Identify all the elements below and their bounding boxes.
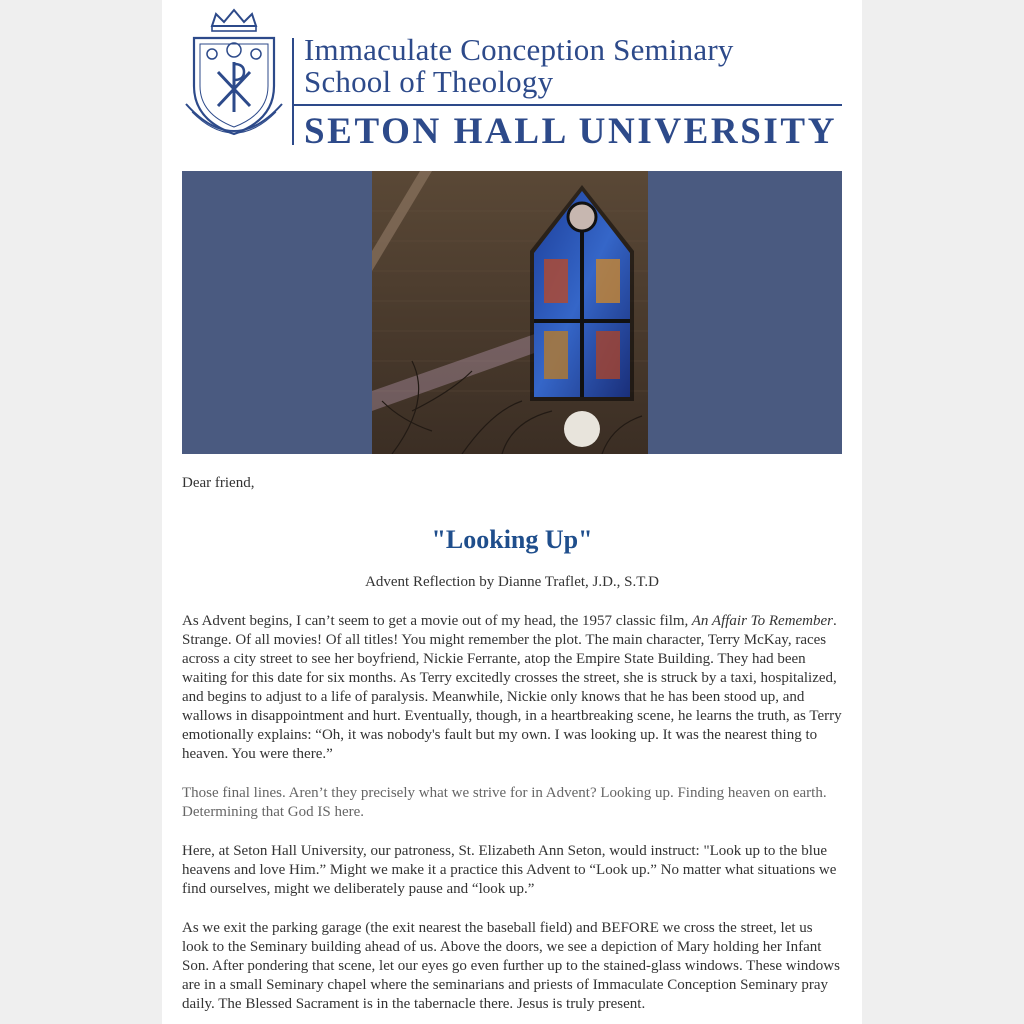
school-title: School of Theology (304, 64, 554, 99)
paragraph-4: As we exit the parking garage (the exit nearest the baseball field) and BEFORE we cross the street, let us look to the Seminary building ahead of us. Above the doors, we see a depiction of Mary holding her Infant Son. After pondering that scene, let our eyes go even further up to the stained-glass windows. These windows are in a small Seminary chapel where the seminarians and priests of Immaculate Conception Seminary pray daily. The Blessed Sacrament is in the tabernacle there. Jesus is truly present. (182, 920, 840, 1012)
header-divider-vertical (292, 38, 294, 145)
byline: Advent Reflection by Dianne Traflet, J.D., S.T.D (365, 574, 659, 590)
letter-body (182, 474, 842, 1024)
paragraph-3: Here, at Seton Hall University, our patroness, St. Elizabeth Ann Seton, would instruct: "Look up to the blue heavens and love Him.” Might we make it a practice this Advent to “Look up.” No matter what situations we find ourselves, might we deliberately pause and “look up.” (182, 843, 837, 897)
seminary-title: Immaculate Conception Seminary (304, 32, 734, 67)
university-title: SETON HALL UNIVERSITY (304, 111, 838, 152)
paragraph-1: As Advent begins, I can’t seem to get a movie out of my head, the 1957 classic film, An Affair To Remember. Strange. Of all movies! Of all titles! You might remember the plot. The main character, Terry McKay, races across a city street to see her boyfriend, Nickie Ferrante, atop the Empire State Building. They had been waiting for this date for six months. As Terry excitedly crosses the street, she is struck by a taxi, hospitalized, and begins to adjust to a life of paralysis. Meanwhile, Nickie only knows that he has been stood up, and wallows in disappointment and hurt. Eventually, though, in a heartbreaking scene, he learns the truth, as Terry emotionally explains: “Oh, it was nobody's fault but my own. I was looking up. It was the nearest thing to heaven. You were there.” (182, 613, 842, 762)
header-divider-horizontal (294, 104, 842, 106)
paragraph-2: Those final lines. Aren’t they precisely what we strive for in Advent? Looking up. Finding heaven on earth. Determining that God IS here. (182, 785, 827, 820)
stained-glass-window-photo (372, 171, 648, 454)
masthead (182, 8, 842, 152)
hero-banner (182, 171, 842, 454)
email-page (162, 0, 862, 1024)
seminary-crest-icon (182, 8, 286, 148)
reflection-title: "Looking Up" (431, 525, 593, 554)
film-title: An Affair To Remember (691, 613, 834, 629)
greeting: Dear friend, (182, 475, 255, 491)
